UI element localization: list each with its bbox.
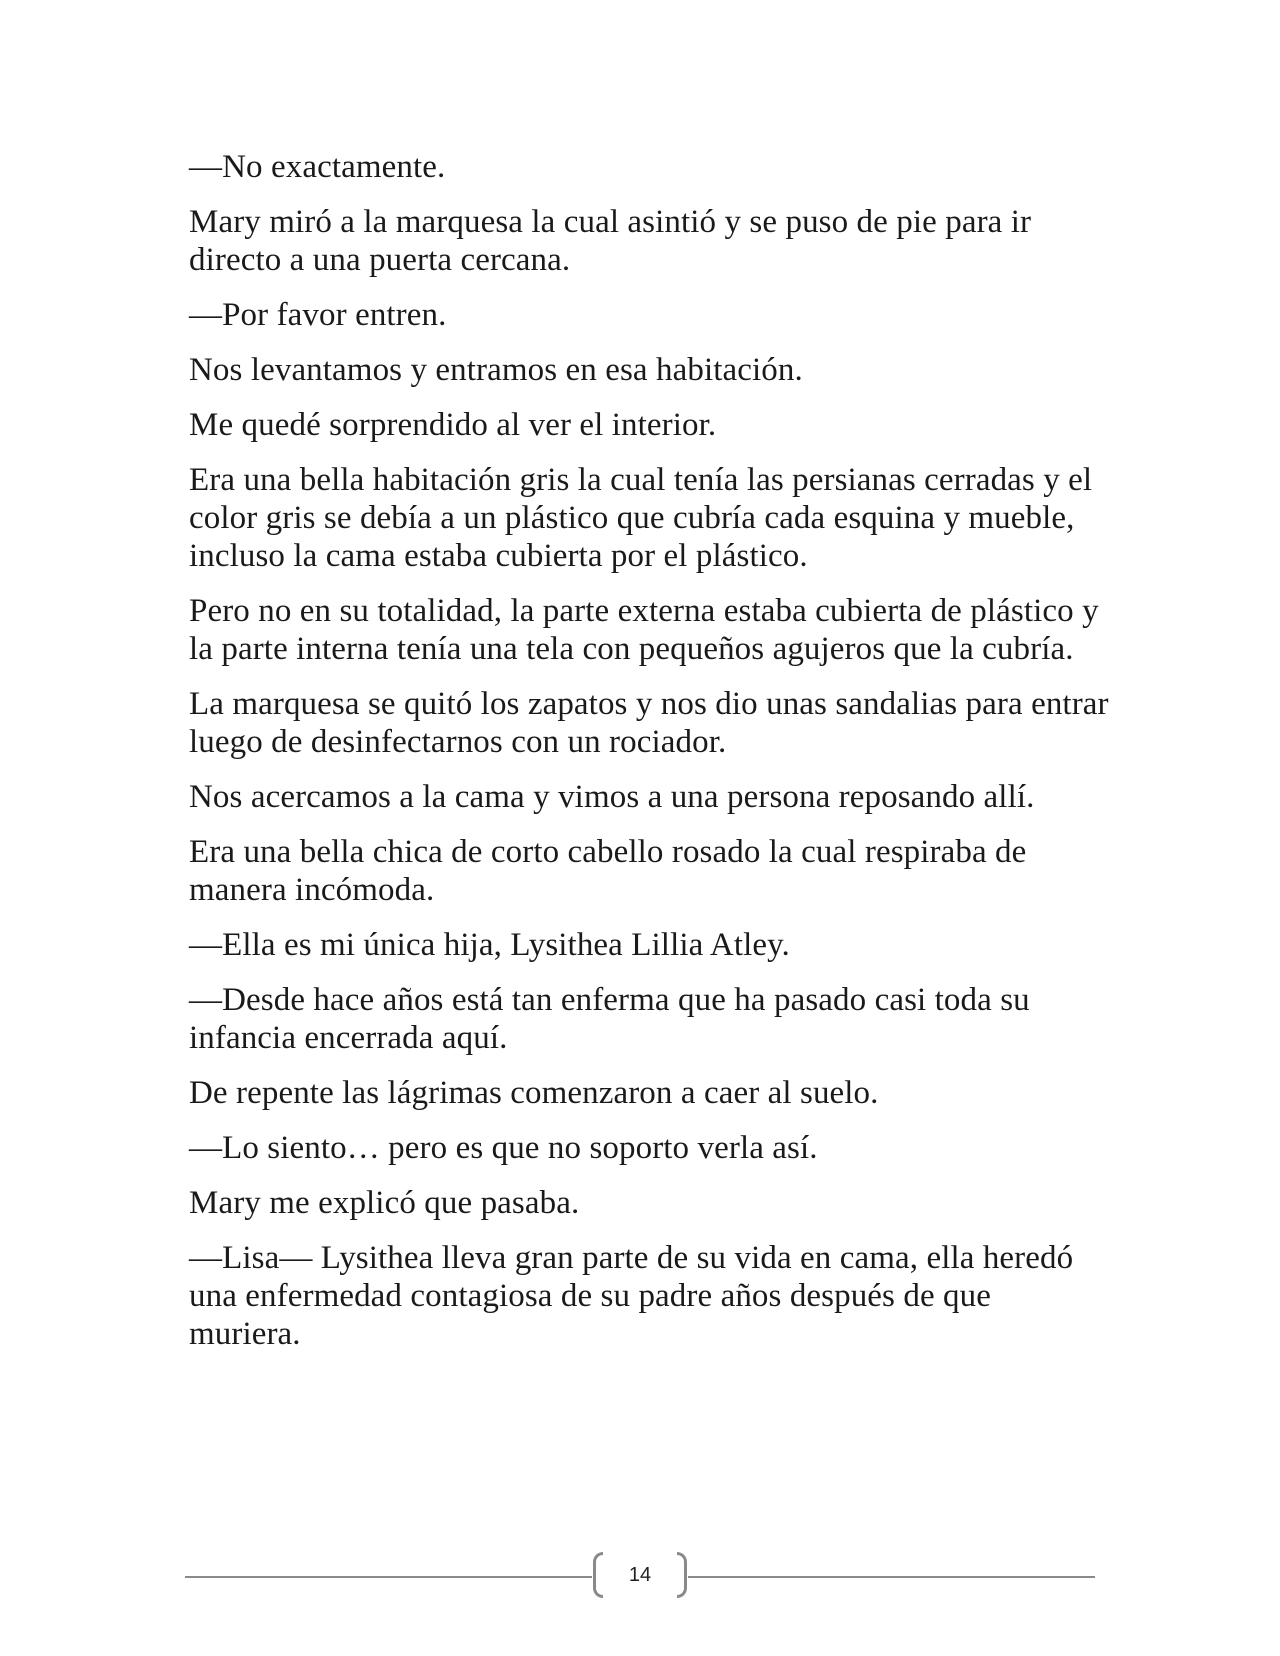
page-number: 14 <box>628 1564 652 1586</box>
page-footer <box>185 1552 1095 1602</box>
paragraph: —Lisa— Lysithea lleva gran parte de su vida en cama, ella heredó una enfermedad contagiosa de su padre años después de que muriera. <box>189 1240 1074 1352</box>
body-text <box>189 148 1109 1370</box>
footer-rule-right <box>688 1576 1095 1578</box>
right-brace-ornament <box>677 1552 687 1598</box>
paragraph: Mary miró a la marquesa la cual asintió y se puso de pie para ir directo a una puerta cercana. <box>189 204 1032 278</box>
paragraph: Era una bella habitación gris la cual tenía las persianas cerradas y el color gris se debía a un plástico que cubría cada esquina y mueble, incluso la cama estaba cubierta por el plástico. <box>189 462 1093 574</box>
paragraph: —Ella es mi única hija, Lysithea Lillia Atley. <box>189 927 790 963</box>
paragraph: Nos levantamos y entramos en esa habitación. <box>189 352 803 388</box>
paragraph: Pero no en su totalidad, la parte externa estaba cubierta de plástico y la parte interna tenía una tela con pequeños agujeros que la cubría. <box>189 593 1099 667</box>
left-brace-ornament <box>593 1552 603 1598</box>
paragraph: La marquesa se quitó los zapatos y nos dio unas sandalias para entrar luego de desinfectarnos con un rociador. <box>189 686 1109 760</box>
paragraph: —Desde hace años está tan enferma que ha pasado casi toda su infancia encerrada aquí. <box>189 982 1030 1056</box>
paragraph: Era una bella chica de corto cabello rosado la cual respiraba de manera incómoda. <box>189 834 1027 908</box>
paragraph: Nos acercamos a la cama y vimos a una persona reposando allí. <box>189 779 1035 815</box>
paragraph: —Lo siento… pero es que no soporto verla así. <box>189 1130 818 1166</box>
paragraph: Mary me explicó que pasaba. <box>189 1185 580 1221</box>
paragraph: De repente las lágrimas comenzaron a caer al suelo. <box>189 1075 879 1111</box>
paragraph: —Por favor entren. <box>189 297 447 333</box>
footer-rule-left <box>185 1576 592 1578</box>
paragraph: —No exactamente. <box>189 149 446 185</box>
paragraph: Me quedé sorprendido al ver el interior. <box>189 407 717 443</box>
